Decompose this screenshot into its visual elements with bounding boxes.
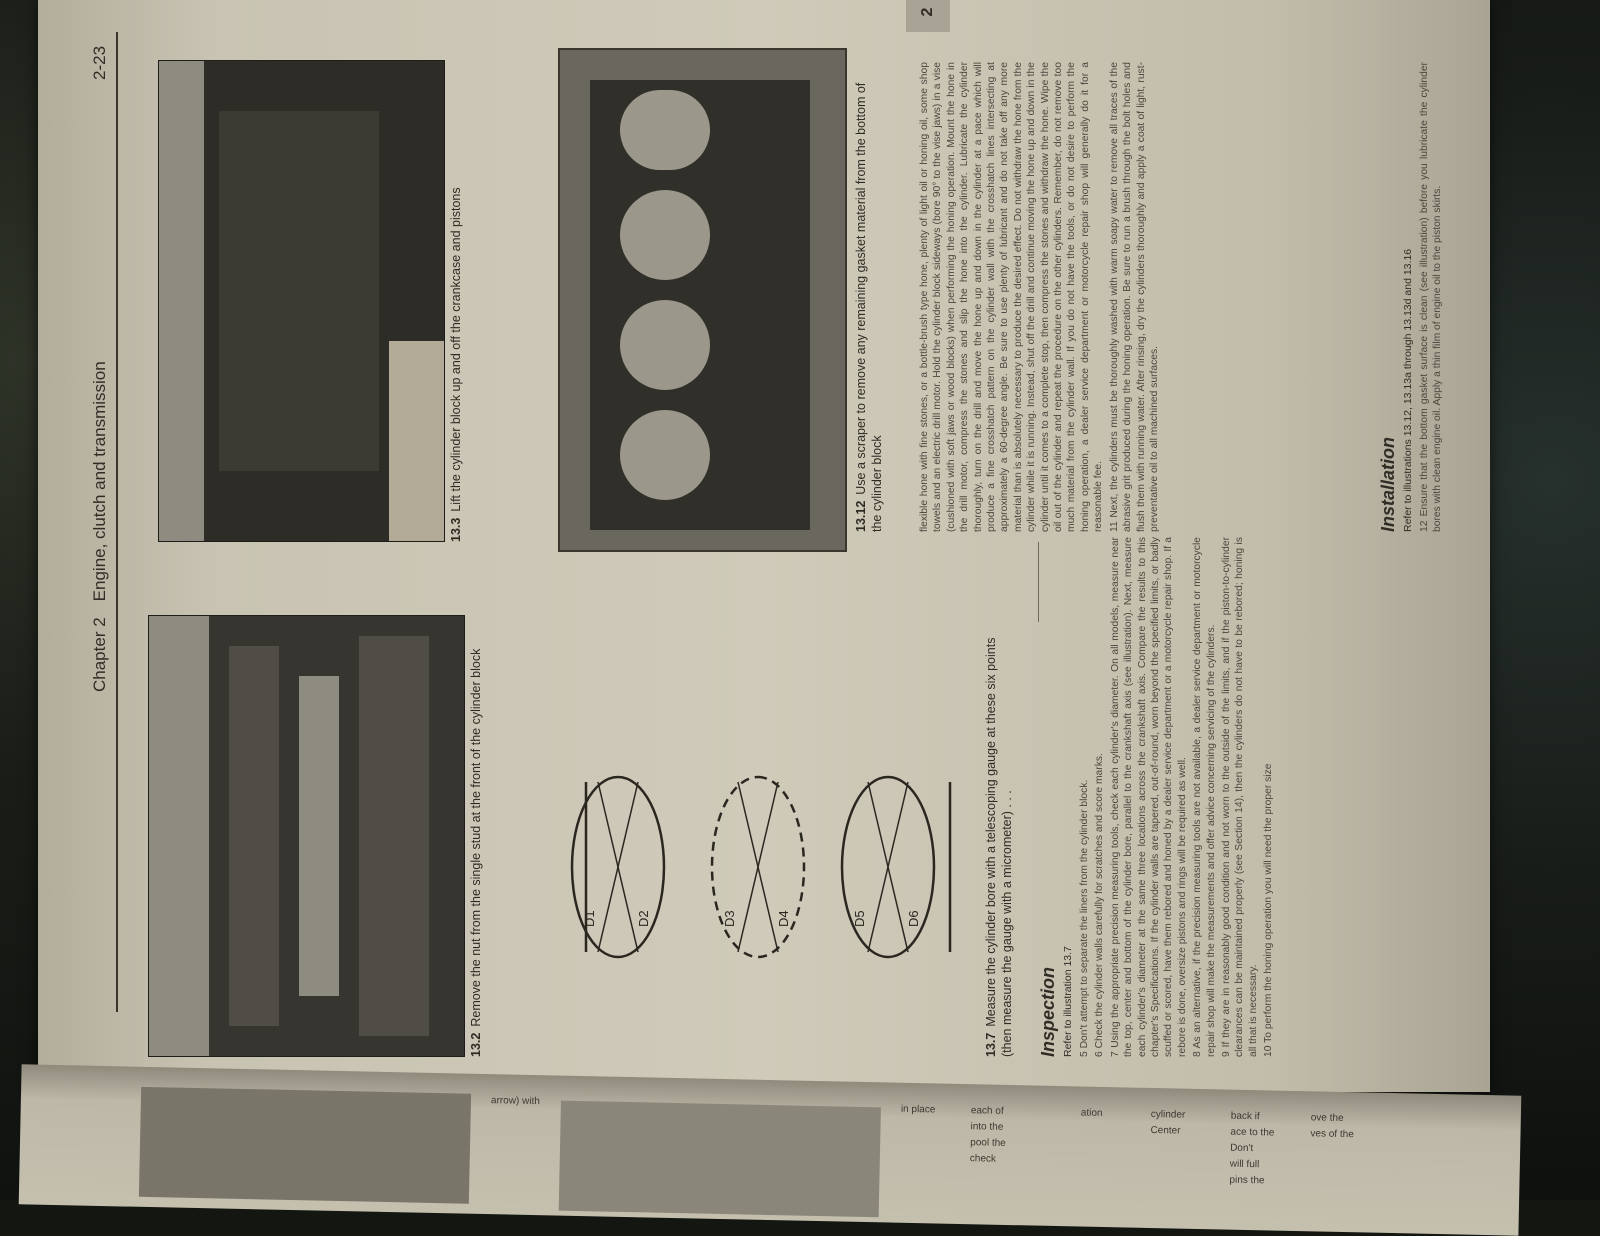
inspection-paragraph: 6 Check the cylinder walls carefully for scratches and score marks. [1094,753,1106,1057]
caption-13-3-number: 13.3 [449,517,463,542]
prev-fragment: ves of the [1310,1128,1354,1141]
inspection-text [1078,537,1278,1057]
honing-paragraph: 11 Next, the cylinders must be thoroughly washed with warm soapy water to remove all traces of the abrasive grit produced during the honing operation. Be sure to run a brush through the bolt holes and flush them with running water. After rinsing, dry the cylinders thoroughly and apply a coat of light, rust-preventative oil to all machined surfaces. [1108,62,1160,532]
prev-fragment: will full [1229,1158,1260,1171]
inspection-paragraph: 7 Using the appropriate precision measuring tools, check each cylinder's diameter. On all models, measure near the top, center and bottom of the cylinder bore, parallel to the crankshaft axis (see illustration). Next, measure each cylinder's diameter at the same three locations across the crankshaft axis. Compare the results to this chapter's Specifications. If the cylinder walls are tapered, out-of-round, worn beyond the specified limits, or badly scuffed or scored, have them rebored and honed by a dealer service department or a motorcycle repair shop. If a rebore is done, oversize pistons and rings will be required as well. [1109,537,1188,1057]
background-surface-right [1480,0,1600,1200]
caption-13-2-text: Remove the nut from the single stud at the front of the cylinder block [469,648,483,1027]
caption-13-12-number: 13.12 [854,500,868,532]
caption-13-7-text: Measure the cylinder bore with a telescoping gauge at these six points (then measure the gauge with a micrometer) . . . [984,637,1014,1057]
prev-fragment: arrow) with [490,1095,540,1108]
inspection-paragraph: 9 If they are in reasonably good condition and not worn to the outside of the limits, and if the piston-to-cylinder clearances can be maintained properly (see Section 14), then the cylinders do not have to be rebored; honing is all that is necessary. [1221,537,1259,1057]
installation-text [1418,62,1447,532]
prev-fragment: check [969,1153,997,1165]
label-d5: D5 [852,910,867,927]
caption-13-2 [468,617,484,1057]
installation-heading: Installation [1378,436,1398,532]
label-d4: D4 [776,910,791,927]
honing-text [918,62,1163,532]
prev-fragment: pool the [970,1137,1006,1149]
prev-fragment: pins the [1229,1174,1265,1187]
cylinder-outline [572,777,950,957]
caption-13-12-text: Use a scraper to remove any remaining gasket material from the bottom of the cylinder block [854,82,884,532]
caption-13-3 [448,62,464,542]
prev-fragment: Center [1150,1124,1181,1137]
prev-fragment: back if [1230,1110,1260,1123]
prev-fragment: in place [900,1103,936,1116]
book-page [38,0,1490,1092]
page-number: 2-23 [90,45,109,80]
chapter-title: Engine, clutch and transmission [90,361,109,602]
running-header [90,361,110,692]
header-rule [116,32,118,1012]
inspection-heading: Inspection [1038,966,1058,1057]
inspection-paragraph: 10 To perform the honing operation you will need the proper size [1263,763,1275,1057]
prev-fragment: cylinder [1150,1108,1186,1121]
label-d3: D3 [722,910,737,927]
section-rule [1038,542,1039,622]
photo-13-2 [148,615,465,1057]
caption-13-7-number: 13.7 [984,1032,998,1057]
previous-page [19,1064,1522,1235]
installation-paragraph: 12 Ensure that the bottom gasket surface is clean (see illustration) before you lubricate the cylinder bores with clean engine oil. Apply a thin film of engine oil to the piston skirts. [1419,62,1444,532]
caption-13-2-number: 13.2 [469,1032,483,1057]
label-d6: D6 [906,910,921,927]
previous-page-photo [139,1087,471,1204]
cylinder-bore-diagram [558,712,978,1022]
photo-13-12 [558,48,847,552]
label-d1: D1 [582,910,597,927]
inspection-paragraph: 5 Don't attempt to separate the liners from the cylinder block. [1079,779,1090,1057]
caption-13-7 [983,637,1015,1057]
installation-ref: Refer to illustrations 13.12, 13.13a through 13.13d and 13.16 [1402,248,1414,532]
prev-fragment: into the [970,1121,1004,1133]
inspection-paragraph: 8 As an alternative, if the precision measuring tools are not available, a dealer service department or motorcycle repair shop will make the measurements and offer advice concerning servicing of the cylinders. [1192,537,1217,1057]
inspection-ref: Refer to illustration 13.7 [1062,946,1074,1057]
page-content [38,0,1490,1092]
chapter-tab: 2 [906,0,950,32]
prev-fragment: each of [970,1105,1004,1117]
photo-13-3 [158,60,445,542]
chapter-label: Chapter 2 [90,617,109,692]
prev-fragment: ace to the [1230,1126,1275,1139]
prev-fragment: ation [1080,1107,1103,1119]
prev-fragment: Don't [1230,1142,1254,1155]
caption-13-12 [853,72,885,532]
caption-13-3-text: Lift the cylinder block up and off the crankcase and pistons [449,187,463,512]
prev-fragment: ove the [1310,1112,1344,1125]
label-d2: D2 [636,910,651,927]
honing-paragraph: flexible hone with fine stones, or a bottle-brush type hone, plenty of light oil or honing oil, some shop towels and an electric drill motor. Hold the cylinder block sideways (bore 90° to the vise jaws) in a vise (cushioned with soft jaws or wood blocks) when performing the honing operation. Mount the hone in the drill motor, compress the stones and slip the hone into the cylinder. Lubricate the cylinder thoroughly, turn on the drill and move the hone up and down in the cylinder at a pace which will produce a fine crosshatch pattern on the cylinder wall with the crosshatch lines intersecting at approximately a 60-degree angle. Be sure to use plenty of lubricant and do not take off any more material than is absolutely necessary to produce the desired effect. Do not withdraw the hone from the cylinder while it is running. Instead, shut off the drill and continue moving the hone up and down in the cylinder until it comes to a complete stop, then compress the stones and withdraw the hone. Wipe the oil out of the cylinder and repeat the procedure on the other cylinders. Remember, do not remove too much material from the cylinder wall. If you do not have the tools, or do not desire to perform the honing operation, a dealer service department or motorcycle repair shop will generally do it for a reasonable fee. [919,62,1105,532]
